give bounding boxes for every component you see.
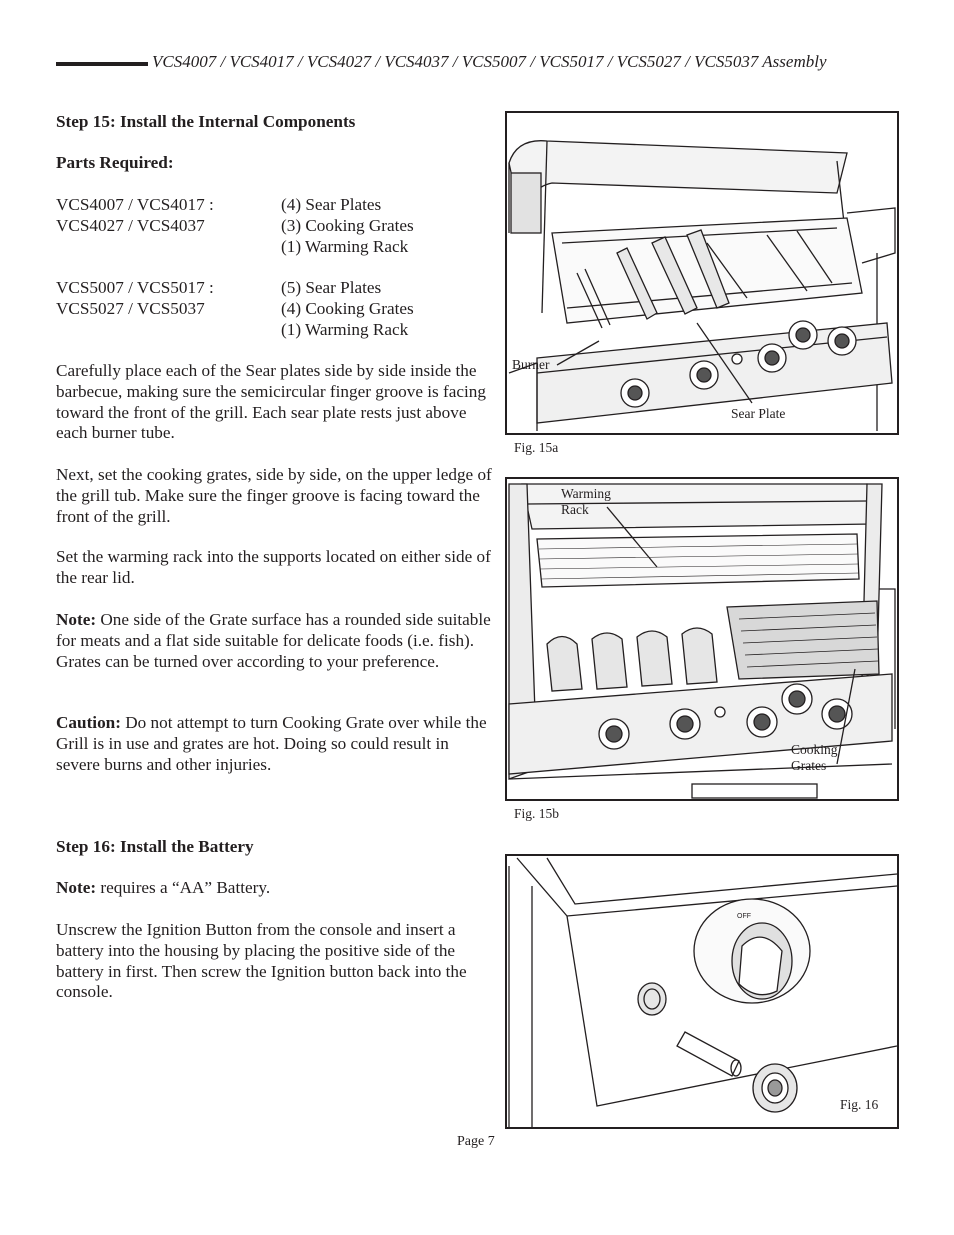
dial-off-label: OFF — [737, 913, 751, 920]
grill-cooking-grates-illustration — [507, 479, 897, 799]
part-line: (1) Warming Rack — [281, 236, 409, 256]
figure-15b — [505, 477, 899, 801]
figure-15a-caption: Fig. 15a — [514, 440, 559, 455]
header-title: VCS4007 / VCS4017 / VCS4027 / VCS4037 / VCS5007 / VCS5017 / VCS5027 / VCS5037 Assembly — [152, 52, 827, 71]
caution-paragraph: Caution: Do not attempt to turn Cooking Grate over while the Grill is in use and grates are hot. Doing so could result in severe burns and other injuries. — [56, 713, 487, 774]
part-line: (5) Sear Plates — [281, 278, 382, 297]
figure-15a — [505, 111, 899, 435]
callout-cooking-grates: Cooking Grates — [791, 742, 838, 773]
model-line: VCS4007 / VCS4017 : — [56, 195, 214, 214]
callout-sear-plate: Sear Plate — [731, 406, 786, 421]
model-line: VCS5007 / VCS5017 : — [56, 278, 214, 297]
part-line: (4) Sear Plates — [281, 195, 382, 214]
parts-group-2 — [56, 278, 492, 340]
paragraph-battery: Unscrew the Ignition Button from the console and insert a battery into the housing by placing the positive side of the battery in first. Then screw the Ignition button back into the console. — [56, 920, 467, 1002]
grill-sear-plates-illustration — [507, 113, 897, 433]
step16-heading: Step 16: Install the Battery — [56, 837, 254, 856]
parts-required-heading: Parts Required: — [56, 153, 174, 172]
ignition-battery-illustration — [507, 856, 897, 1127]
step15-heading: Step 15: Install the Internal Components — [56, 112, 356, 131]
callout-burner: Burner — [512, 357, 550, 372]
header-rule — [56, 62, 148, 66]
part-line: (1) Warming Rack — [281, 319, 409, 339]
paragraph-warming-rack: Set the warming rack into the supports located on either side of the rear lid. — [56, 547, 491, 587]
paragraph-cooking-grates: Next, set the cooking grates, side by side, on the upper ledge of the grill tub. Make sure the finger groove is facing toward the front of the grill. — [56, 465, 492, 526]
page-number: Page 7 — [457, 1134, 495, 1149]
figure-16 — [505, 854, 899, 1129]
callout-warming-rack: Warming Rack — [561, 486, 611, 517]
part-line: (4) Cooking Grates — [281, 298, 414, 318]
model-line: VCS5027 / VCS5037 — [56, 298, 205, 318]
note-grate-sides: Note: One side of the Grate surface has a rounded side suitable for meats and a flat side suitable for delicate foods (i.e. fish). Grates can be turned over according to your preference. — [56, 610, 491, 671]
paragraph-sear-plates: Carefully place each of the Sear plates side by side inside the barbecue, making sure the semicircular finger groove is facing toward the front of the grill. Each sear plate rests just above each burner tube. — [56, 361, 486, 443]
figure-16-caption: Fig. 16 — [840, 1097, 879, 1112]
part-line: (3) Cooking Grates — [281, 215, 414, 235]
parts-group-1 — [56, 195, 492, 257]
note-battery: Note: requires a “AA” Battery. — [56, 878, 271, 897]
model-line: VCS4027 / VCS4037 — [56, 215, 205, 235]
figure-15b-caption: Fig. 15b — [514, 806, 560, 821]
